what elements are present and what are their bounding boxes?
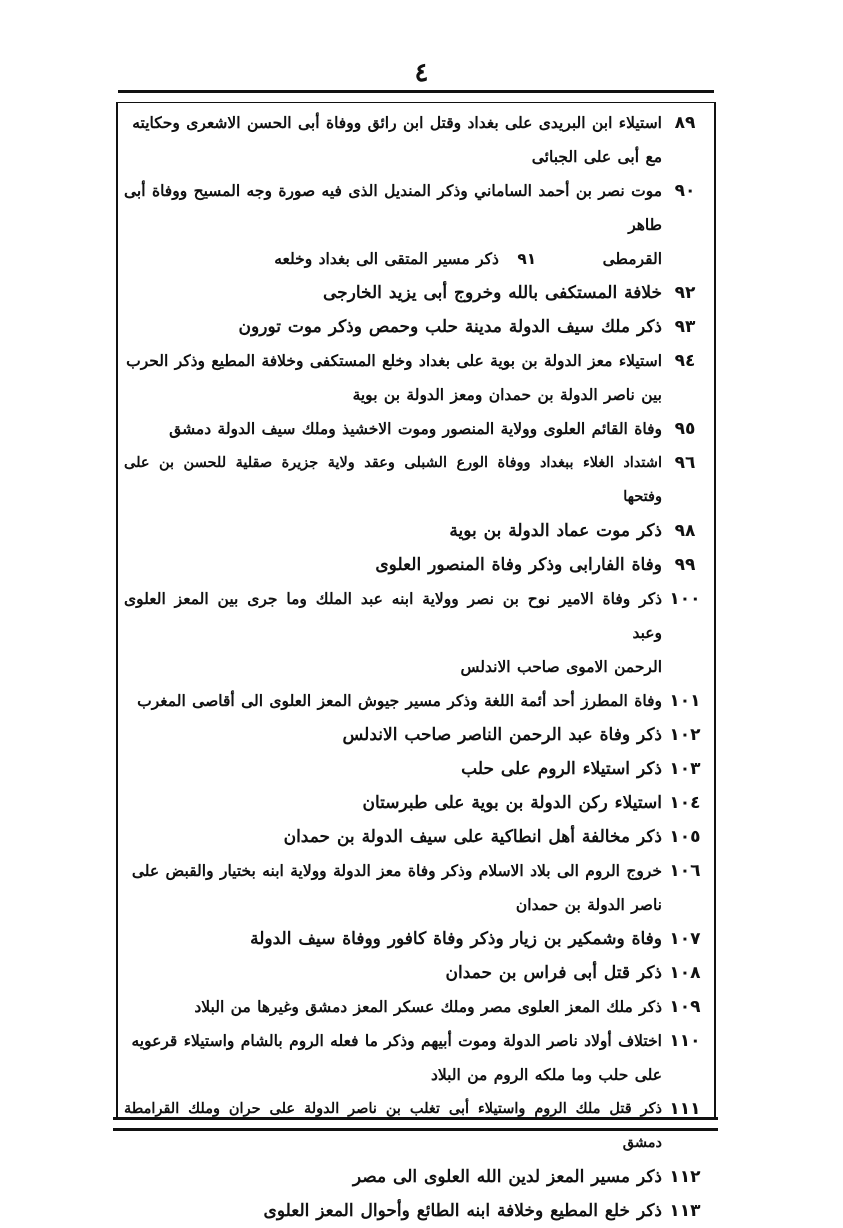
entry-title <box>124 1160 662 1194</box>
entry-number: ٩٩ <box>674 555 696 575</box>
toc-entry <box>124 956 708 990</box>
entry-number: ١٠٩ <box>669 997 701 1017</box>
entry-number: ٩٥ <box>674 419 696 439</box>
toc-entry <box>124 174 708 276</box>
entry-line: ذكر خلع المطيع وخلافة ابنه الطائع وأحوال المعز العلوى <box>263 1201 662 1221</box>
entry-title <box>124 514 662 548</box>
toc-entry <box>124 446 708 514</box>
entry-title <box>124 820 662 854</box>
entry-line: ذكر ملك المعز العلوى مصر وملك عسكر المعز دمشق وغيرها من البلاد <box>194 997 662 1016</box>
entry-line: ذكر قتل أبى فراس بن حمدان <box>445 963 662 983</box>
entry-number: ١٠٦ <box>669 861 701 881</box>
entry-line: ذكر وفاة عبد الرحمن الناصر صاحب الاندلس <box>342 725 662 745</box>
toc-entry <box>124 1194 708 1228</box>
page-number: ٤ <box>414 58 429 88</box>
inline-entry-title: ذكر مسير المتقى الى بغداد وخلعه <box>274 249 499 268</box>
entry-number: ٨٩ <box>674 113 696 133</box>
toc-entry <box>124 922 708 956</box>
entry-number: ١٠٠ <box>669 589 701 609</box>
entry-line: ذكر مخالفة أهل انطاكية على سيف الدولة بن حمدان <box>283 827 662 847</box>
entry-number: ١١٣ <box>669 1201 701 1221</box>
entry-title <box>124 718 662 752</box>
entry-title <box>124 582 662 684</box>
entry-line: ذكر وفاة الامير نوح بن نصر وولاية ابنه عبد الملك وما جرى بين المعز العلوى وعبد <box>124 589 662 642</box>
entry-line <box>124 242 662 276</box>
toc-entry <box>124 548 708 582</box>
entry-title <box>124 344 662 412</box>
entry-line: ذكر استيلاء الروم على حلب <box>461 759 662 779</box>
entry-title <box>124 752 662 786</box>
entry-line: اختلاف أولاد ناصر الدولة وموت أبيهم وذكر ما فعله الروم بالشام واستيلاء قرعويه <box>131 1031 662 1050</box>
entry-line: ذكر ملك سيف الدولة مدينة حلب وحمص وذكر موت تورون <box>238 317 662 337</box>
entry-title <box>124 684 662 718</box>
entry-title <box>124 106 662 174</box>
toc-entry <box>124 820 708 854</box>
entry-line: وفاة الفارابى وذكر وفاة المنصور العلوى <box>375 555 662 575</box>
entry-number: ١٠١ <box>669 691 701 711</box>
entry-title <box>124 854 662 922</box>
toc-entry <box>124 310 708 344</box>
toc-entry <box>124 1092 708 1160</box>
entry-number: ٩٦ <box>674 453 696 473</box>
entry-line: خلافة المستكفى بالله وخروج أبى يزيد الخارجى <box>322 283 662 303</box>
entry-line: وفاة القائم العلوى وولاية المنصور وموت الاخشيذ وملك سيف الدولة دمشق <box>169 419 662 438</box>
entry-line: مع أبى على الجبائى <box>531 147 662 166</box>
entry-title <box>124 548 662 582</box>
entry-line: استيلاء ركن الدولة بن بوية على طبرستان <box>362 793 662 813</box>
entry-line: على حلب وما ملكه الروم من البلاد <box>430 1065 662 1084</box>
toc-entry <box>124 276 708 310</box>
toc-entry <box>124 106 708 174</box>
entry-line: خروج الروم الى بلاد الاسلام وذكر وفاة معز الدولة وولاية ابنه بختيار والقبض على <box>131 861 662 880</box>
entry-title <box>124 1024 662 1092</box>
entry-line: وفاة وشمكير بن زيار وذكر وفاة كافور ووفاة سيف الدولة <box>250 929 662 949</box>
entry-title <box>124 922 662 956</box>
toc-entry <box>124 854 708 922</box>
entry-number: ٩٠ <box>674 181 696 201</box>
toc-entry <box>124 344 708 412</box>
entry-title <box>124 310 662 344</box>
entry-title <box>124 276 662 310</box>
toc-entry <box>124 718 708 752</box>
entry-line: استيلاء ابن البريدى على بغداد وقتل ابن رائق ووفاة أبى الحسن الاشعرى وحكايته <box>132 113 662 132</box>
entry-number: ١٠٧ <box>669 929 701 949</box>
inline-entry-number: ٩١ <box>517 250 537 268</box>
entry-number: ١١٠ <box>669 1031 701 1051</box>
entry-title <box>124 990 662 1024</box>
table-of-contents <box>124 106 708 1228</box>
entry-number: ١١١ <box>669 1099 701 1119</box>
toc-entry <box>124 752 708 786</box>
entry-number: ٩٣ <box>674 317 696 337</box>
entry-line: ذكر مسير المعز لدين الله العلوى الى مصر <box>352 1167 662 1187</box>
entry-continuation: القرمطى <box>602 249 662 268</box>
entry-number: ١٠٨ <box>669 963 701 983</box>
toc-entry <box>124 990 708 1024</box>
entry-title <box>124 412 662 446</box>
entry-title <box>124 446 662 514</box>
entry-line: استيلاء معز الدولة بن بوية على بغداد وخلع المستكفى وخلافة المطيع وذكر الحرب <box>126 351 662 370</box>
entry-number: ٩٨ <box>674 521 696 541</box>
toc-entry <box>124 684 708 718</box>
entry-line: بين ناصر الدولة بن حمدان ومعز الدولة بن بوية <box>352 385 662 404</box>
entry-number: ١٠٢ <box>669 725 701 745</box>
toc-entry <box>124 1160 708 1194</box>
toc-entry <box>124 582 708 684</box>
entry-number: ١٠٤ <box>669 793 701 813</box>
toc-entry <box>124 1024 708 1092</box>
entry-number: ١١٢ <box>669 1167 701 1187</box>
entry-line: اشتداد الغلاء ببغداد ووفاة الورع الشبلى وعقد ولاية جزيرة صقلية للحسن بن على وفتحها <box>124 454 662 505</box>
entry-number: ٩٤ <box>674 351 696 371</box>
entry-title <box>124 174 662 276</box>
entry-line: ذكر قتل ملك الروم واستيلاء أبى تغلب بن ناصر الدولة على حران وملك القرامطة دمشق <box>124 1100 662 1151</box>
toc-entry <box>124 412 708 446</box>
entry-number: ٩٢ <box>674 283 696 303</box>
entry-title <box>124 1092 662 1160</box>
entry-number: ١٠٥ <box>669 827 701 847</box>
toc-entry <box>124 786 708 820</box>
entry-title <box>124 1194 662 1228</box>
entry-number: ١٠٣ <box>669 759 701 779</box>
toc-entry <box>124 514 708 548</box>
entry-line: الرحمن الاموى صاحب الاندلس <box>460 657 662 676</box>
entry-line: وفاة المطرز أحد أئمة اللغة وذكر مسير جيوش المعز العلوى الى أقاصى المغرب <box>137 691 662 710</box>
entry-line: ناصر الدولة بن حمدان <box>515 895 662 914</box>
entry-line: موت نصر بن أحمد الساماني وذكر المنديل الذى فيه صورة وجه المسيح ووفاة أبى طاهر <box>124 181 662 234</box>
entry-line: ذكر موت عماد الدولة بن بوية <box>449 521 662 541</box>
entry-title <box>124 956 662 990</box>
entry-title <box>124 786 662 820</box>
